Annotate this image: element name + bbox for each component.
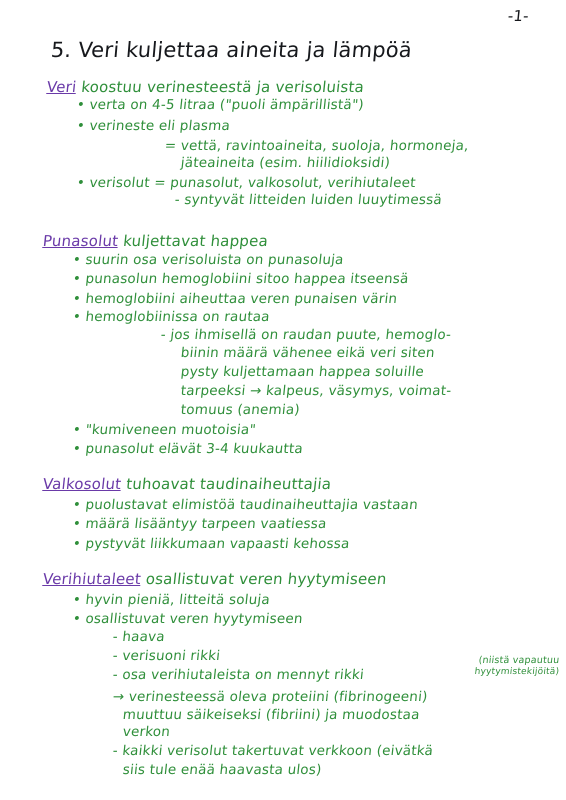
note-line: tomuus (anemia) (180, 402, 301, 418)
note-line: • punasolut elävät 3-4 kuukautta (72, 441, 304, 457)
note-line: - verisuoni rikki (112, 648, 221, 664)
note-line: - syntyvät litteiden luiden luuytimessä (174, 192, 443, 208)
margin-note-line: hyytymistekijöitä) (474, 667, 560, 677)
section-heading-veri (46, 78, 365, 96)
page-title: 5. Veri kuljettaa aineita ja lämpöä (50, 38, 414, 62)
heading-rest: tuhoavat taudinaiheuttajia (120, 475, 333, 493)
note-line: - kaikki verisolut takertuvat verkkoon (eivätkä (112, 743, 434, 759)
page-number: -1- (506, 7, 530, 25)
heading-keyword: Verihiutaleet (42, 570, 142, 588)
heading-rest: koostuu verinesteestä ja verisoluista (75, 78, 366, 96)
heading-keyword: Veri (46, 78, 78, 96)
note-line: muuttuu säikeiseksi (fibriini) ja muodostaa (122, 707, 421, 723)
section-heading-valkosolut (42, 475, 332, 493)
note-line: • hemoglobiinissa on rautaa (72, 309, 271, 325)
note-line: jäteaineita (esim. hiilidioksidi) (180, 155, 391, 171)
section-heading-punasolut (42, 232, 269, 250)
note-line: • verta on 4-5 litraa ("puoli ämpärillistä") (76, 97, 365, 113)
note-line: • punasolun hemoglobiini sitoo happea itseensä (72, 271, 410, 287)
section-heading-verihiutaleet (42, 570, 388, 588)
note-line: tarpeeksi → kalpeus, väsymys, voimat- (180, 383, 453, 399)
note-line: verkon (122, 724, 171, 740)
heading-keyword: Valkosolut (42, 475, 123, 493)
note-line: = vettä, ravintoaineita, suoloja, hormoneja, (164, 138, 470, 154)
note-line: → verinesteessä oleva proteiini (fibrinogeeni) (112, 689, 429, 705)
note-line: • osallistuvat veren hyytymiseen (72, 611, 304, 627)
note-line: pysty kuljettamaan happea soluille (180, 364, 425, 380)
note-line: • "kumiveneen muotoisia" (72, 422, 257, 438)
heading-keyword: Punasolut (42, 232, 120, 250)
note-line: - haava (112, 629, 166, 645)
margin-note-line: (niistä vapautuu (478, 655, 560, 666)
note-line: siis tule enää haavasta ulos) (122, 762, 323, 778)
note-line: • määrä lisääntyy tarpeen vaatiessa (72, 516, 328, 532)
note-line: - jos ihmisellä on raudan puute, hemoglo- (160, 327, 453, 343)
note-line: • suurin osa verisoluista on punasoluja (72, 252, 345, 268)
note-line: • verisolut = punasolut, valkosolut, verihiutaleet (76, 175, 417, 191)
note-line: • hemoglobiini aiheuttaa veren punaisen värin (72, 291, 399, 307)
note-line: biinin määrä vähenee eikä veri siten (180, 345, 436, 361)
note-line: • pystyvät liikkumaan vapaasti kehossa (72, 536, 351, 552)
note-line: • puolustavat elimistöä taudinaiheuttajia vastaan (72, 497, 419, 513)
heading-rest: kuljettavat happea (117, 232, 269, 250)
note-line: • verineste eli plasma (76, 118, 231, 134)
note-line: • hyvin pieniä, litteitä soluja (72, 592, 271, 608)
heading-rest: osallistuvat veren hyytymiseen (140, 570, 388, 588)
note-line: - osa verihiutaleista on mennyt rikki (112, 667, 365, 683)
